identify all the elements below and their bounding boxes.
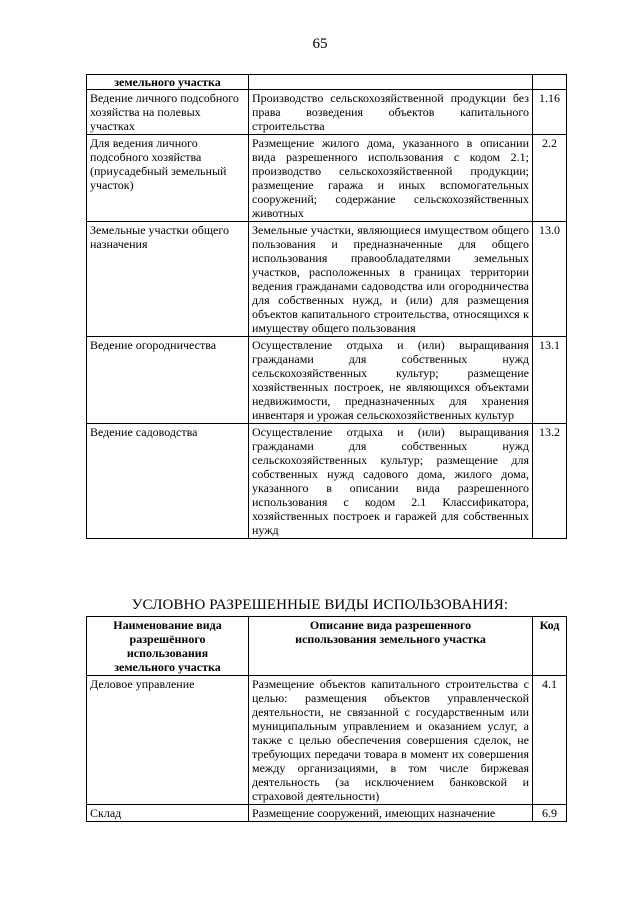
use-code: 6.9 <box>533 805 567 822</box>
use-code: 13.0 <box>533 222 567 337</box>
header-description-empty <box>249 75 533 90</box>
header-code-empty <box>533 75 567 90</box>
use-name: Ведение огородничества <box>87 337 249 424</box>
table-row <box>87 135 567 222</box>
table-row <box>87 90 567 135</box>
table-row <box>87 222 567 337</box>
table-row <box>87 805 567 822</box>
header-name: Наименование вида разрешённого использования земельного участка <box>87 617 249 676</box>
use-name: Ведение садоводства <box>87 424 249 539</box>
use-description: Размещение жилого дома, указанного в описании вида разрешенного использования с кодом 2.1; производство сельскохозяйственной продукции; размещение гаража и иных вспомогательных сооружений; содержание сельскохозяйственных животных <box>249 135 533 222</box>
table-row <box>87 424 567 539</box>
header-code: Код <box>533 617 567 676</box>
use-name: Деловое управление <box>87 676 249 805</box>
table-header-fragment <box>87 75 567 90</box>
section-title: УСЛОВНО РАЗРЕШЕННЫЕ ВИДЫ ИСПОЛЬЗОВАНИЯ: <box>131 597 509 613</box>
page-number: 65 <box>312 36 328 52</box>
use-code: 1.16 <box>533 90 567 135</box>
use-description: Размещение объектов капитального строительства с целью: размещения объектов управленческой деятельности, не связанной с государственным или муниципальным управлением и оказанием услуг, а также с целью обеспечения совершения сделок, не требующих передачи товара в момент их совершения между организациями, в том числе биржевая деятельность (за исключением банковской и страховой деятельности) <box>249 676 533 805</box>
use-code: 2.2 <box>533 135 567 222</box>
use-description: Земельные участки, являющиеся имуществом общего пользования и предназначенные для общего использования правообладателями земельных участков, расположенных в границах территории ведения гражданами садоводства или огородничества для собственных нужд, и (или) для размещения объектов капитального строительства, относящихся к имуществу общего пользования <box>249 222 533 337</box>
use-code: 13.2 <box>533 424 567 539</box>
use-name: Склад <box>87 805 249 822</box>
permitted-uses-table-continued <box>86 74 567 539</box>
use-name: Ведение личного подсобного хозяйства на полевых участках <box>87 90 249 135</box>
table-header-row <box>87 617 567 676</box>
use-description: Осуществление отдыха и (или) выращивания гражданами для собственных нужд сельскохозяйственных культур; размещение хозяйственных построек, не являющихся объектами недвижимости, предназначенных для хранения инвентаря и урожая сельскохозяйственных культур <box>249 337 533 424</box>
use-name: Для ведения личного подсобного хозяйства (приусадебный земельный участок) <box>87 135 249 222</box>
conditional-uses-table <box>86 616 567 822</box>
use-name: Земельные участки общего назначения <box>87 222 249 337</box>
use-description: Производство сельскохозяйственной продукции без права возведения объектов капитального строительства <box>249 90 533 135</box>
use-code: 13.1 <box>533 337 567 424</box>
header-name-fragment: земельного участка <box>87 75 249 90</box>
header-description: Описание вида разрешенного использования земельного участка <box>249 617 533 676</box>
use-code: 4.1 <box>533 676 567 805</box>
use-description: Размещение сооружений, имеющих назначение <box>249 805 533 822</box>
table-row <box>87 337 567 424</box>
table-row <box>87 676 567 805</box>
use-description: Осуществление отдыха и (или) выращивания гражданами для собственных нужд сельскохозяйственных культур; размещение для собственных нужд садового дома, жилого дома, указанного в описании вида разрешенного использования с кодом 2.1 Классификатора, хозяйственных построек и гаражей для собственных нужд <box>249 424 533 539</box>
